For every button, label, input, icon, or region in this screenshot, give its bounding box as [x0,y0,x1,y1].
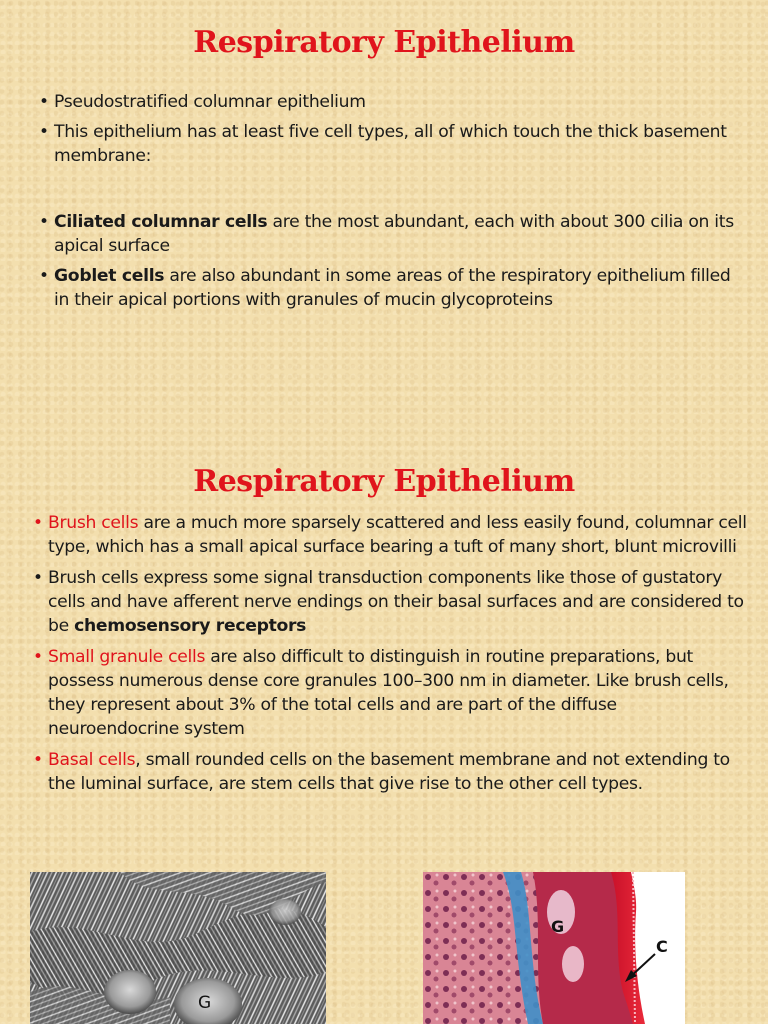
sem-micrograph-cilia [30,872,326,1024]
slide-2-bullet-list [33,511,748,803]
slide-1 [0,0,768,430]
list-item: • Brush cells are a much more sparsely scattered and less easily found, columnar cell type, which has a small apical surface bearing a tuft of many short, blunt microvilli [33,513,747,557]
list-item: • Brush cells express some signal transduction components like those of gustatory cells and have afferent nerve endings on their basal surfaces and are considered to be chemosensory receptors [33,568,744,636]
list-item: • This epithelium has at least five cell types, all of which touch the thick basement membrane: [39,122,727,166]
list-item: • Small granule cells are also difficult to distinguish in routine preparations, but possess numerous dense core granules 100–300 nm in diameter. Like brush cells, they represent about 3% of the total cells and are part of the diffuse neuroendocrine system [33,647,729,739]
slide-1-title: Respiratory Epithelium [193,25,575,60]
term-goblet-cells: Goblet cells [54,266,165,286]
sem-micrograph-image [30,872,326,1024]
bullet-icon: • [33,750,43,770]
bullet-icon: • [39,212,49,232]
slide-1-bullet-list-bottom [39,210,744,318]
term-small-granule-cells: Small granule cells [48,647,206,667]
bullet-icon: • [33,647,43,667]
histology-micrograph [423,872,685,1024]
bullet-icon: • [39,122,49,142]
goblet-cell-shape [104,970,156,1014]
cilia-label: C [656,937,668,956]
term-basal-cells: Basal cells [48,750,136,770]
goblet-label: G [551,917,565,936]
goblet-label: G [198,993,212,1013]
list-item: • Ciliated columnar cells are the most abundant, each with about 300 cilia on its apical surface [39,212,734,256]
list-item: • Basal cells, small rounded cells on the basement membrane and not extending to the luminal surface, are stem cells that give rise to the other cell types. [33,750,730,794]
term-brush-cells: Brush cells [48,513,139,533]
slide-1-bullet-list-top [39,90,744,174]
list-item: • Goblet cells are also abundant in some areas of the respiratory epithelium filled in their apical portions with granules of mucin glycoproteins [39,266,731,310]
slide-2-title: Respiratory Epithelium [193,464,575,499]
bullet-icon: • [33,513,43,533]
bullet-icon: • [39,266,49,286]
term-chemosensory-receptors: chemosensory receptors [74,616,307,636]
list-item: • Pseudostratified columnar epithelium [39,92,366,112]
bullet-icon: • [39,92,49,112]
histology-micrograph-image [423,872,685,1024]
term-ciliated-columnar-cells: Ciliated columnar cells [54,212,268,232]
bullet-icon: • [33,568,43,588]
